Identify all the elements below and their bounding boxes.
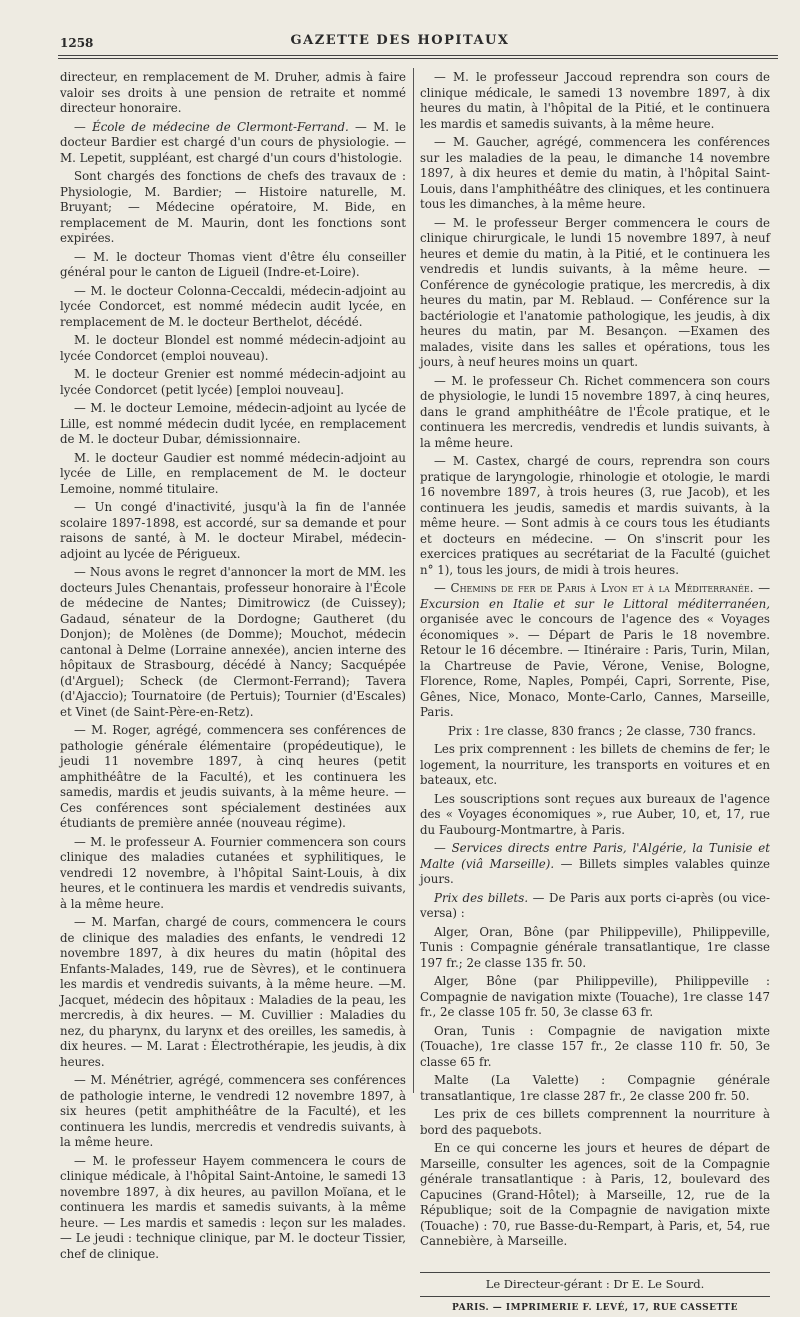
- paragraph: — M. le docteur Thomas vient d'être élu conseiller général pour le canton de Ligueil (Indre-et-Loire).: [60, 249, 406, 279]
- paragraph: — M. Marfan, chargé de cours, commencera le cours de clinique des maladies des enfants, le vendredi 12 novembre 1897, à dix heures du matin (hôpital des Enfants-Malades, 149, rue de Sèvres), et le continuera les mardis et vendredis suivants, à la même heure. —M. Jacquet, médecin des hôpitaux : Maladies de la peau, les mercredis, à dix heures. — M. Cuvillier : Maladies du nez, du pharynx, du larynx et des oreilles, les samedis, à dix heures. — M. Larat : Électrothérapie, les jeudis, à dix heures.: [60, 915, 406, 1069]
- paragraph: Alger, Oran, Bône (par Philippeville), Philippeville, Tunis : Compagnie générale transatlantique, 1re classe 197 fr.; 2e classe 135 fr. 50.: [420, 924, 770, 970]
- section-heading: — Services directs entre Paris, l'Algérie, la Tunisie et Malte (viâ Marseille).: [420, 841, 770, 871]
- paragraph: — M. le docteur Lemoine, médecin-adjoint au lycée de Lille, est nommé médecin dudit lycée, en remplacement de M. le docteur Dubar, démissionnaire.: [60, 401, 406, 446]
- paragraph: Les prix comprennent : les billets de chemins de fer; le logement, la nourriture, les transports en voitures et en bateaux, etc.: [420, 742, 770, 787]
- paragraph: Les prix de ces billets comprennent la nourriture à bord des paquebots.: [420, 1107, 770, 1137]
- paragraph: — Un congé d'inactivité, jusqu'à la fin de l'année scolaire 1897-1898, est accordé, sur sa demande et pour raisons de santé, à M. le docteur Mirabel, médecin-adjoint au lycée de Périgueux.: [60, 500, 406, 561]
- paragraph: — École de médecine de Clermont-Ferrand. — M. le docteur Bardier est chargé d'un cours de physiologie. — M. Lepetit, suppléant, est chargé d'un cours d'histologie.: [60, 119, 406, 165]
- paragraph: M. le docteur Gaudier est nommé médecin-adjoint au lycée de Lille, en remplacement de M. le docteur Lemoine, nommé titulaire.: [60, 450, 406, 496]
- running-title: GAZETTE DES HOPITAUX: [290, 33, 510, 48]
- column-divider: [413, 68, 414, 1093]
- paragraph: En ce qui concerne les jours et heures de départ de Marseille, consulter les agences, soit de la Compagnie générale transatlantique : à Paris, 12, boulevard des Capucines (Grand-Hôtel); à Marseille, 12, rue de la République; soit de la Compagnie de navigation mixte (Touache) : 70, rue Basse-du-Rempart, à Paris, et, 54, rue Cannebière, à Marseille.: [420, 1141, 770, 1248]
- section-heading: — Chemins de fer de Paris à Lyon et à la Méditerranée. —: [434, 581, 770, 595]
- paragraph: — M. le docteur Colonna-Ceccaldi, médecin-adjoint au lycée Condorcet, est nommé médecin audit lycée, en remplacement de M. le docteur Berthelot, décédé.: [60, 283, 406, 329]
- paragraph: Les souscriptions sont reçues aux bureaux de l'agence des « Voyages économiques », rue Auber, 10, et, 17, rue du Faubourg-Montmartre, à Paris.: [420, 791, 770, 837]
- paragraph: Prix des billets. — De Paris aux ports ci-après (ou vice-versa) :: [420, 890, 770, 920]
- paragraph: — M. Gaucher, agrégé, commencera les conférences sur les maladies de la peau, le dimanche 14 novembre 1897, à dix heures et demie du matin, à l'hôpital Saint-Louis, dans l'amphithéâtre des cliniques, et les continuera tous les dimanches, à la même heure.: [420, 135, 770, 211]
- paragraph: — Services directs entre Paris, l'Algérie, la Tunisie et Malte (viâ Marseille). — Billets simples valables quinze jours.: [420, 841, 771, 886]
- paragraph: directeur, en remplacement de M. Druher, admis à faire valoir ses droits à une pension de retraite et nommé directeur honoraire.: [60, 70, 406, 115]
- paragraph: — M. Ménétrier, agrégé, commencera ses conférences de pathologie interne, le vendredi 12 novembre 1897, à six heures (petit amphithéâtre de la Faculté), et les continuera les lundis, mercredis et vendredis suivants, à la même heure.: [60, 1073, 406, 1149]
- paragraph: — M. le professeur Hayem commencera le cours de clinique médicale, à l'hôpital Saint-Antoine, le samedi 13 novembre 1897, à dix heures, au pavillon Moïana, et le continuera les mardis et samedis suivants, à la même heure. — Les mardis et samedis : leçon sur les malades. — Le jeudi : technique clinique, par M. le docteur Tissier, chef de clinique.: [60, 1153, 406, 1261]
- signature-line: Le Directeur-gérant : Dr E. Le Sourd.: [420, 1272, 770, 1293]
- paragraph: Prix : 1re classe, 830 francs ; 2e classe, 730 francs.: [448, 723, 756, 738]
- paragraph: — Chemins de fer de Paris à Lyon et à la Méditerranée. — Excursion en Italie et sur le Littoral méditerranéen, organisée avec le concours de l'agence des « Voyages économiques ». — Départ de Paris le 18 novembre. Retour le 16 décembre. — Itinéraire : Paris, Turin, Milan, la Chartreuse de Pavie, Vérone, Venise, Bologne, Florence, Rome, Naples, Pompéi, Capri, Sorrente, Pise, Gênes, Nice, Monaco, Monte-Carlo, Cannes, Marseille, Paris.: [420, 581, 770, 719]
- paragraph: Sont chargés des fonctions de chefs des travaux de : Physiologie, M. Bardier; — Histoire naturelle, M. Bruyant; — Médecine opératoire, M. Bide, en remplacement de M. Maurin, dont les fonctions sont expirées.: [60, 169, 406, 245]
- paragraph: — M. le professeur Ch. Richet commencera son cours de physiologie, le lundi 15 novembre 1897, à cinq heures, dans le grand amphithéâtre de l'École pratique, et le continuera les mercredis, vendredis et lundis suivants, à la même heure.: [420, 373, 770, 450]
- header-rule-double: [58, 58, 778, 59]
- left-column: [60, 70, 406, 1265]
- paragraph: Alger, Bône (par Philippeville), Philippeville : Compagnie de navigation mixte (Touache), 1re classe 147 fr., 2e classe 105 fr. 50, 3e classe 63 fr.: [420, 974, 770, 1019]
- paragraph: Oran, Tunis : Compagnie de navigation mixte (Touache), 1re classe 157 fr., 2e classe 110 fr. 50, 3e classe 65 fr.: [420, 1023, 770, 1069]
- printer-imprint: PARIS. — IMPRIMERIE F. LEVÉ, 17, RUE CASSETTE: [420, 1296, 770, 1317]
- paragraph: — M. Roger, agrégé, commencera ses conférences de pathologie générale élémentaire (propédeutique), le jeudi 11 novembre 1897, à cinq heures (petit amphithéâtre de la Faculté), et les continuera les samedis, mardis et jeudis suivants, à la même heure. — Ces conférences sont spécialement destinées aux étudiants de première année (nouveau régime).: [60, 723, 406, 830]
- paragraph: — M. le professeur A. Fournier commencera son cours clinique des maladies cutanées et syphilitiques, le vendredi 12 novembre, à l'hôpital Saint-Louis, à dix heures, et le continuera les mardis et vendredis suivants, à la même heure.: [60, 834, 406, 911]
- page-number: 1258: [60, 36, 94, 50]
- paragraph: — M. le professeur Berger commencera le cours de clinique chirurgicale, le lundi 15 novembre 1897, à neuf heures et demie du matin, à la Pitié, et le continuera les vendredis et lundis suivants, à la même heure. — Conférence de gynécologie pratique, les mercredis, à dix heures du matin, par M. Reblaud. — Conférence sur la bactériologie et l'anatomie pathologique, les jeudis, à dix heures du matin, par M. Besançon. —Examen des malades, visite dans les salles et opérations, tous les jours, à neuf heures moins un quart.: [420, 215, 770, 369]
- header-rule: [58, 55, 778, 56]
- paragraph: — M. Castex, chargé de cours, reprendra son cours pratique de laryngologie, rhinologie et otologie, le mardi 16 novembre 1897, à trois heures (3, rue Jacob), et les continuera les jeudis, samedis et mardis suivants, à la même heure. — Sont admis à ce cours tous les étudiants et docteurs en médecine. — On s'inscrit pour les exercices pratiques au secrétariat de la Faculté (guichet n° 1), tous les jours, de midi à trois heures.: [420, 454, 770, 577]
- paragraph: — M. le professeur Jaccoud reprendra son cours de clinique médicale, le samedi 13 novembre 1897, à dix heures du matin, à l'hôpital de la Pitié, et le continuera les mardis et samedis suivants, à la même heure.: [420, 70, 770, 131]
- paragraph: M. le docteur Grenier est nommé médecin-adjoint au lycée Condorcet (petit lycée) [emploi nouveau].: [60, 367, 406, 397]
- right-column: [420, 70, 770, 1317]
- section-heading: — École de médecine de Clermont-Ferrand.: [74, 119, 349, 134]
- paragraph: M. le docteur Blondel est nommé médecin-adjoint au lycée Condorcet (emploi nouveau).: [60, 333, 406, 363]
- paragraph: — Nous avons le regret d'annoncer la mort de MM. les docteurs Jules Chenantais, professeur honoraire à l'École de médecine de Nantes; Dimitrowicz (de Cuissey); Gadaud, sénateur de la Dordogne; Gautheret (du Donjon); de Molènes (de Domme); Mouchot, médecin cantonal à Delme (Lorraine annexée), ancien interne des hôpitaux de Strasbourg, décédé à Nancy; Sacquépée (d'Arguel); Scheck (de Clermont-Ferrand); Tavera (d'Ajaccio); Tournatoire (de Pertuis); Tournier (d'Escales) et Vinet (de Saint-Père-en-Retz).: [60, 565, 406, 719]
- paragraph: Malte (La Valette) : Compagnie générale transatlantique, 1re classe 287 fr., 2e classe 200 fr. 50.: [420, 1073, 770, 1103]
